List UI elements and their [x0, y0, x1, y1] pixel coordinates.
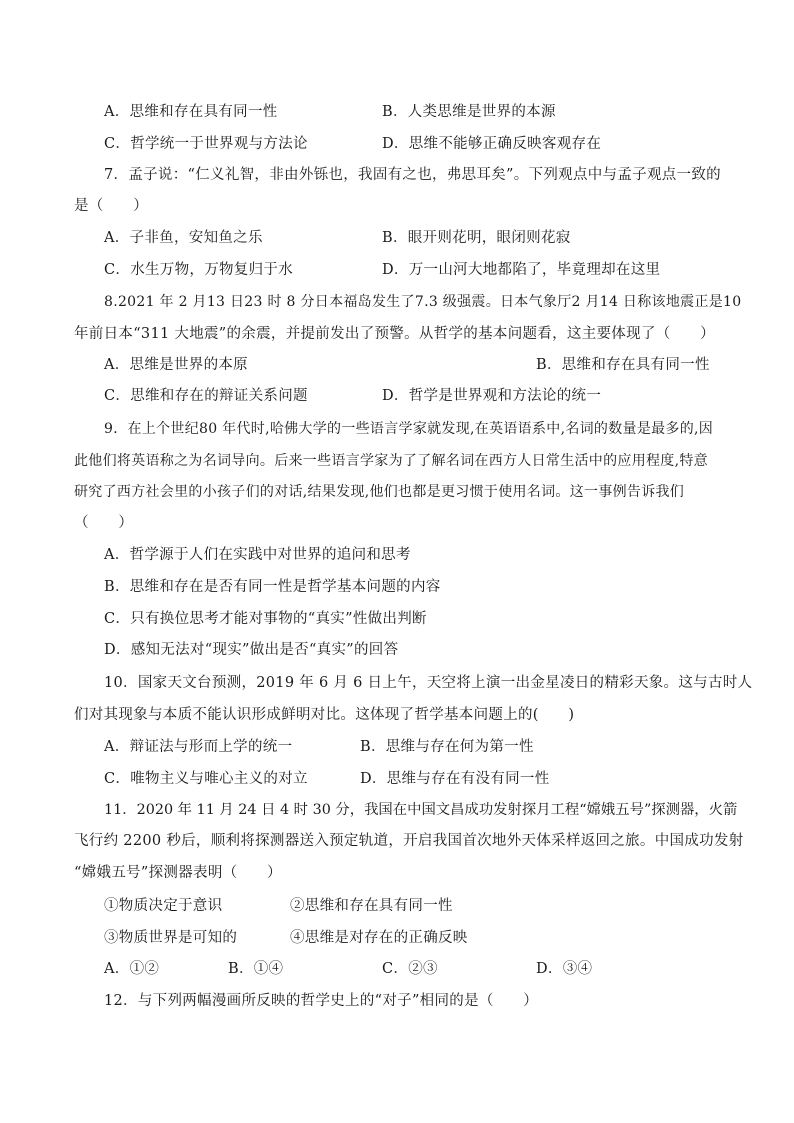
q7-stem: 7．孟子说：“仁义礼智，非由外铄也，我固有之也，弗思耳矣”。下列观点中与孟子观点一致的	[104, 167, 721, 183]
q10-stem-cont: 们对其现象与本质不能认识形成鲜明对比。这体现了哲学基本问题上的( )	[74, 707, 575, 723]
q11-option-b: B．①④	[228, 961, 284, 977]
q7-stem-cont: 是（ ）	[74, 198, 148, 214]
q6-option-a: A．思维和存在具有同一性	[104, 104, 278, 120]
q11-option-a: A．①②	[104, 961, 160, 977]
q10-option-d: D．思维与存在有没有同一性	[360, 771, 550, 787]
q7-option-c: C．水生万物，万物复归于水	[104, 262, 293, 278]
q11-stem-cont-1: 飞行约 2200 秒后，顺利将探测器送入预定轨道，开启我国首次地外天体采样返回之旅。中国成功发射	[74, 833, 744, 849]
q9-option-a: A．哲学源于人们在实践中对世界的追问和思考	[104, 547, 411, 563]
q6-option-c: C．哲学统一于世界观与方法论	[104, 136, 308, 152]
q6-option-b: B．人类思维是世界的本源	[382, 104, 556, 120]
q12-stem: 12．与下列两幅漫画所反映的哲学史上的“对子”相同的是（ ）	[104, 993, 539, 1009]
q11-option-c: C．②③	[382, 961, 438, 977]
q9-stem-cont-2: 研究了西方社会里的小孩子们的对话,结果发现,他们也都是更习惯于使用名词。这一事例告诉我们	[74, 484, 685, 500]
q9-stem-cont-1: 此他们将英语称之为名词导向。后来一些语言学家为了了解名词在西方人日常生活中的应用程度,特意	[74, 453, 708, 469]
q9-option-c: C．只有换位思考才能对事物的“真实”性做出判断	[104, 611, 427, 627]
q8-option-c: C．思维和存在的辩证关系问题	[104, 388, 308, 404]
q8-stem: 8.2021 年 2 月13 日23 时 8 分日本福岛发生了7.3 级强震。日本气象厅2 月14 日称该地震正是10	[104, 294, 742, 310]
q11-option-d: D．③④	[536, 961, 593, 977]
q8-option-a: A．思维是世界的本原	[104, 357, 248, 373]
q9-stem-cont-3: （ ）	[74, 515, 134, 531]
q10-option-c: C．唯物主义与唯心主义的对立	[104, 771, 308, 787]
q11-item-2: ②思维和存在具有同一性	[290, 898, 453, 914]
q11-item-4: ④思维是对存在的正确反映	[290, 930, 468, 946]
q11-item-1: ①物质决定于意识	[104, 898, 223, 914]
q11-stem-cont-2: “嫦娥五号”探测器表明（ ）	[74, 865, 282, 881]
q10-stem: 10．国家天文台预测，2019 年 6 月 6 日上午，天空将上演一出金星凌日的精彩天象。这与古时人	[104, 675, 753, 691]
q10-option-b: B．思维与存在何为第一性	[360, 739, 534, 755]
q11-item-3: ③物质世界是可知的	[104, 930, 238, 946]
q9-option-b: B．思维和存在是否有同一性是哲学基本问题的内容	[104, 579, 441, 595]
q9-stem: 9．在上个世纪80 年代时,哈佛大学的一些语言学家就发现,在英语语系中,名词的数量是最多的,因	[104, 421, 714, 437]
q6-option-d: D．思维不能够正确反映客观存在	[382, 136, 602, 152]
q9-option-d: D．感知无法对“现实”做出是否“真实”的回答	[104, 642, 399, 658]
q11-stem: 11．2020 年 11 月 24 日 4 时 30 分，我国在中国文昌成功发射探月工程“嫦娥五号”探测器，火箭	[104, 802, 738, 818]
q8-option-b: B．思维和存在具有同一性	[536, 357, 710, 373]
q10-option-a: A．辩证法与形而上学的统一	[104, 739, 293, 755]
q8-option-d: D．哲学是世界观和方法论的统一	[382, 388, 602, 404]
q8-stem-cont: 年前日本“311 大地震”的余震，并提前发出了预警。从哲学的基本问题看，这主要体现了（ ）	[74, 326, 715, 342]
q7-option-b: B．眼开则花明，眼闭则花寂	[382, 230, 571, 246]
q7-option-a: A．子非鱼，安知鱼之乐	[104, 230, 263, 246]
q7-option-d: D．万一山河大地都陷了，毕竟理却在这里	[382, 262, 661, 278]
